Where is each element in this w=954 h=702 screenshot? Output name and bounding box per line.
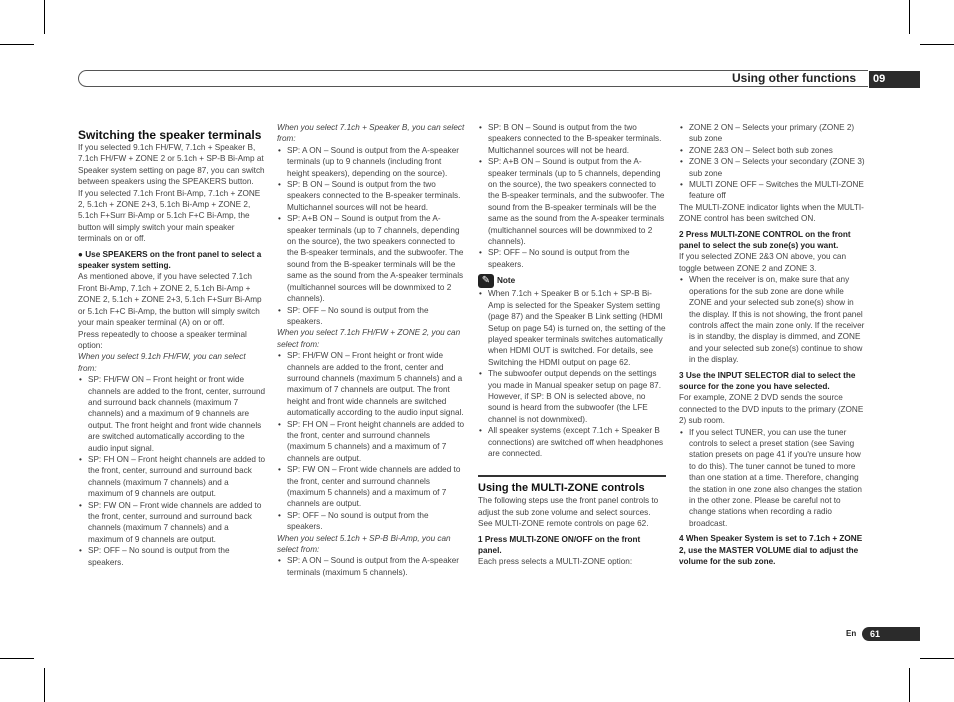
section-heading: Switching the speaker terminals bbox=[78, 128, 262, 142]
step-heading: ● Use SPEAKERS on the front panel to select a speaker system setting. bbox=[78, 249, 262, 271]
list-item: • SP: FW ON – Front wide channels are added to the front, center and surround channels (maximum 5 channels) and a maximum of 7 channels are output. bbox=[287, 464, 465, 510]
paragraph: If you selected 9.1ch FH/FW, 7.1ch + Speaker B, 7.1ch FH/FW + ZONE 2 or 5.1ch + SP-B Bi-Amp at Speaker system setting on page 87, you can switch between speakers using the SPEAKERS button. bbox=[78, 143, 265, 187]
paragraph: If you selected 7.1ch Front Bi-Amp, 7.1ch + ZONE 2, 5.1ch + ZONE 2+3, 5.1ch Bi-Amp + ZONE 2, 5.1ch F+Surr Bi-Amp or 5.1ch F+C Bi-Amp, the button will simply switch your main speaker terminals on or off. bbox=[78, 188, 261, 244]
list-item: • MULTI ZONE OFF – Switches the MULTI-ZONE feature off bbox=[689, 179, 867, 202]
list-item: • When the receiver is on, make sure that any operations for the sub zone are done while ZONE and your selected sub zone(s) show in the display. If this is not showing, the front panel controls affect the main zone only. If the receiver is in standby, the display is dimmed, and ZONE and your selected sub zone(s) continue to show in the display. bbox=[689, 274, 867, 365]
list-item: • SP: B ON – Sound is output from the two speakers connected to the B-speaker terminals. Multichannel sources will not be heard. bbox=[488, 122, 666, 156]
list-item: • ZONE 2 ON – Selects your primary (ZONE 2) sub zone bbox=[689, 122, 867, 145]
crop-mark bbox=[44, 0, 45, 34]
crop-mark bbox=[909, 0, 910, 34]
column-2 bbox=[277, 122, 465, 578]
list-item: • SP: B ON – Sound is output from the two speakers connected to the B-speaker terminals. Multichannel sources will not be heard. bbox=[287, 179, 465, 213]
option-list bbox=[277, 145, 465, 328]
option-list bbox=[679, 274, 867, 365]
list-item: • SP: FH ON – Front height channels are added to the front, center, surround and surround back channels (maximum 7 channels) and a maximum of 9 channels are output. bbox=[88, 454, 266, 500]
section-rule bbox=[478, 475, 666, 477]
option-list bbox=[679, 427, 867, 530]
paragraph: For example, ZONE 2 DVD sends the source connected to the DVD inputs to the primary (ZONE 2) sub room. bbox=[679, 393, 864, 426]
list-item: • SP: FW ON – Front wide channels are added to the front, center, surround and surround back channels (maximum 7 channels) and a maximum of 9 channels are output. bbox=[88, 500, 266, 546]
list-item: • The subwoofer output depends on the settings you made in Manual speaker setup on page 87. However, if SP: B ON is selected above, no sound is heard from the subwoofer (the LFE channel is not downmixed). bbox=[488, 368, 666, 425]
when-label: When you select 7.1ch + Speaker B, you can select from: bbox=[277, 123, 465, 144]
list-item: • ZONE 3 ON – Selects your secondary (ZONE 3) sub zone bbox=[689, 156, 867, 179]
header-title: Using other functions bbox=[732, 71, 856, 85]
list-item: • All speaker systems (except 7.1ch + Speaker B connections) are switched off when headphones are connected. bbox=[488, 425, 666, 459]
step-heading: 1 Press MULTI-ZONE ON/OFF on the front panel. bbox=[478, 534, 641, 555]
when-label: When you select 9.1ch FH/FW, you can select from: bbox=[78, 352, 246, 373]
pencil-icon: ✎ bbox=[478, 274, 494, 288]
crop-mark bbox=[44, 668, 45, 702]
option-list bbox=[277, 555, 465, 578]
crop-mark bbox=[920, 44, 954, 45]
list-item: • SP: A+B ON – Sound is output from the A-speaker terminals (up to 5 channels, depending on the source), the two speakers connected to the B-speaker terminals, and the subwoofer. The sound from the B-speaker terminals will be the same as the sound from the A-speaker terminals (multichannel sources will be downmixed to 2 channels). bbox=[488, 156, 666, 247]
column-3 bbox=[478, 122, 666, 568]
column-1 bbox=[78, 128, 266, 568]
note-list bbox=[478, 288, 666, 459]
list-item: • SP: A ON – Sound is output from the A-speaker terminals (maximum 5 channels). bbox=[287, 555, 465, 578]
language-label: En bbox=[846, 629, 857, 638]
list-item: • SP: OFF – No sound is output from the speakers. bbox=[287, 510, 465, 533]
paragraph: The MULTI-ZONE indicator lights when the MULTI-ZONE control has been switched ON. bbox=[679, 202, 864, 224]
list-item: • SP: OFF – No sound is output from the speakers. bbox=[88, 545, 266, 568]
paragraph: If you selected ZONE 2&3 ON above, you can toggle between ZONE 2 and ZONE 3. bbox=[679, 252, 847, 273]
column-4 bbox=[679, 122, 867, 567]
list-item: • SP: OFF – No sound is output from the speakers. bbox=[287, 305, 465, 328]
list-item: • SP: A ON – Sound is output from the A-speaker terminals (up to 9 channels (including front height speakers), depending on the source). bbox=[287, 145, 465, 179]
list-item: • When 7.1ch + Speaker B or 5.1ch + SP-B Bi-Amp is selected for the Speaker System setting (page 87) and the Speaker B Link setting (HDMI Setup on page 54) is turned on, the setting of the played speaker terminals switches automatically when HDMI OUT is switched. For details, see Switching the HDMI output on page 62. bbox=[488, 288, 666, 368]
crop-mark bbox=[0, 44, 34, 45]
crop-mark bbox=[0, 658, 34, 659]
paragraph: As mentioned above, if you have selected 7.1ch Front Bi-Amp, 7.1ch + ZONE 2, 5.1ch Bi-Amp + ZONE 2, 5.1ch + ZONE 2+3, 5.1ch F+Surr Bi-Amp or 5.1ch F+C Bi-Amp, the button will simply switch your main speaker terminal (A) on or off. bbox=[78, 272, 262, 328]
when-label: When you select 5.1ch + SP-B Bi-Amp, you can select from: bbox=[277, 533, 451, 555]
paragraph: Each press selects a MULTI-ZONE option: bbox=[478, 557, 633, 567]
option-list bbox=[478, 122, 666, 270]
list-item: • SP: FH/FW ON – Front height or front wide channels are added to the front, center and surround channels (maximum 5 channels) and a maximum of 7 channels are output. The front height and front wide channels are switched automatically according to the audio input signal. bbox=[287, 350, 465, 418]
when-label: When you select 7.1ch FH/FW + ZONE 2, you can select from: bbox=[277, 328, 461, 349]
section-heading: Using the MULTI-ZONE controls bbox=[478, 482, 645, 495]
paragraph: Press repeatedly to choose a speaker terminal option: bbox=[78, 329, 247, 350]
crop-mark bbox=[920, 658, 954, 659]
step-heading: 4 When Speaker System is set to 7.1ch + ZONE 2, use the MASTER VOLUME dial to adjust the volume for the sub zone. bbox=[679, 534, 863, 567]
list-item: • SP: FH/FW ON – Front height or front wide channels are added to the front, center, surround and surround back channels (maximum 7 channels) and a maximum of 9 channels are output. The front height and front wide channels are switched automatically according to the audio input signal. bbox=[88, 374, 266, 454]
page-number: 61 bbox=[862, 627, 920, 641]
list-item: • If you select TUNER, you can use the tuner controls to select a preset station (see Saving station presets on page 41 if you're unsure how to do this). The tuner cannot be tuned to more than one station at a time. Therefore, changing the station in one zone also changes the station in the other zone. Please be careful not to change stations when recording a radio broadcast. bbox=[689, 427, 867, 530]
list-item: • SP: A+B ON – Sound is output from the A-speaker terminals (up to 7 channels, depending on the source), the two speakers connected to the B-speaker terminals, and the subwoofer. The sound from the B-speaker terminals will be the same as the sound from the A-speaker terminals (multichannel sources will be downmixed to 2 channels). bbox=[287, 213, 465, 304]
list-item: • ZONE 2&3 ON – Select both sub zones bbox=[689, 145, 867, 156]
step-heading: 3 Use the INPUT SELECTOR dial to select the source for the zone you have selected. bbox=[679, 370, 856, 391]
step-heading: 2 Press MULTI-ZONE CONTROL on the front panel to select the sub zone(s) you want. bbox=[679, 229, 851, 251]
paragraph: The following steps use the front panel controls to adjust the sub zone volume and select sources. See MULTI-ZONE remote controls on page 62. bbox=[478, 496, 659, 529]
option-list bbox=[679, 122, 867, 202]
list-item: • SP: FH ON – Front height channels are added to the front, center and surround channels (maximum 5 channels) and a maximum of 7 channels are output. bbox=[287, 419, 465, 465]
crop-mark bbox=[909, 668, 910, 702]
list-item: • SP: OFF – No sound is output from the speakers. bbox=[488, 247, 666, 270]
option-list bbox=[277, 350, 465, 533]
note-heading: ✎ Note bbox=[478, 274, 666, 288]
chapter-number: 09 bbox=[869, 71, 920, 88]
option-list bbox=[78, 374, 266, 568]
